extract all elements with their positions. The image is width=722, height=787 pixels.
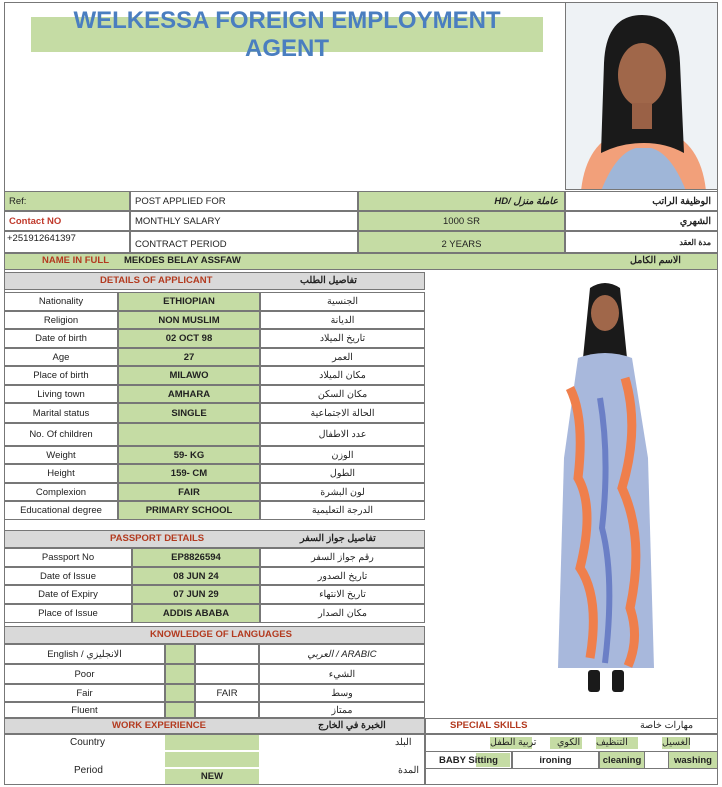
page-title: WELKESSA FOREIGN EMPLOYMENT AGENT [31, 17, 543, 52]
details-ar: مكان السكن [260, 385, 425, 403]
details-value: 59- KG [118, 446, 260, 464]
details-value: SINGLE [118, 403, 260, 423]
details-label: Complexion [4, 483, 118, 501]
passport-value: ADDIS ABABA [132, 604, 260, 623]
details-value: FAIR [118, 483, 260, 501]
passport-value: EP8826594 [132, 548, 260, 567]
skill-ar-cleaning: التنظيف [596, 737, 628, 748]
passport-value: 07 JUN 29 [132, 585, 260, 604]
details-ar: عدد الاطفال [260, 423, 425, 446]
details-label: No. Of children [4, 423, 118, 446]
passport-ar: تاريخ الانتهاء [260, 585, 425, 604]
post-value: HD/ عاملة منزل [358, 191, 565, 211]
country-cell [165, 735, 259, 750]
work-title-ar: الخبرة في الخارج [318, 720, 386, 731]
details-ar: الجنسية [260, 292, 425, 311]
skill-ar-washing: الغسيل [662, 737, 691, 748]
salary-label: MONTHLY SALARY [130, 211, 358, 231]
country-label: Country [70, 737, 106, 748]
details-ar: مكان الميلاد [260, 366, 425, 385]
passport-ar: رقم جواز السفر [260, 548, 425, 567]
new-value: NEW [165, 769, 259, 784]
fair-label: Fair [4, 684, 165, 702]
arabic-label: العربي / ARABIC [259, 644, 425, 664]
fluent-value-cell [195, 702, 259, 718]
passport-title-ar: تفاصيل جواز السفر [300, 533, 376, 544]
poor-ar: الشيء [259, 664, 425, 684]
period-value: 2 YEARS [358, 231, 565, 253]
passport-ar: مكان الصدار [260, 604, 425, 623]
ref-label: Ref: [4, 191, 130, 211]
details-label: Weight [4, 446, 118, 464]
skill-ar-ironing: الكوي [557, 737, 581, 748]
details-title-ar: تفاصيل الطلب [300, 275, 357, 286]
skill-washing: washing [668, 751, 718, 769]
salary-ar: الشهري [565, 211, 718, 231]
skills-title: SPECIAL SKILLS [450, 720, 528, 731]
details-value: 27 [118, 348, 260, 366]
details-value [118, 423, 260, 446]
poor-cell [165, 664, 195, 684]
details-ar: الوزن [260, 446, 425, 464]
details-label: Educational degree [4, 501, 118, 520]
fluent-ar: ممتاز [259, 702, 425, 718]
details-header [4, 272, 425, 290]
details-ar: الدرجة التعليمية [260, 501, 425, 520]
poor-ar-cell [195, 664, 259, 684]
details-value: 02 OCT 98 [118, 329, 260, 348]
details-value: NON MUSLIM [118, 311, 260, 329]
name-label: NAME IN FULL [42, 255, 110, 266]
work-title: WORK EXPERIENCE [112, 720, 206, 731]
english-cell [165, 644, 195, 664]
details-label: Age [4, 348, 118, 366]
country-ar: البلد [395, 737, 412, 748]
details-ar: الديانة [260, 311, 425, 329]
details-ar: الطول [260, 464, 425, 483]
period-ar-work: المدة [398, 765, 419, 776]
period-label-work: Period [74, 765, 103, 776]
name-ar: الاسم الكامل [630, 255, 681, 266]
details-value: 159- CM [118, 464, 260, 483]
details-title: DETAILS OF APPLICANT [100, 275, 213, 286]
details-value: MILAWO [118, 366, 260, 385]
skills-title-ar: مهارات خاصة [640, 720, 694, 731]
skill-ironing: ironing [512, 751, 599, 769]
period-cell [165, 752, 259, 767]
english-label: English / الانجليزي [4, 644, 165, 664]
languages-title: KNOWLEDGE OF LANGUAGES [150, 629, 292, 640]
skill-ar-baby: تربية الطفل [490, 737, 537, 748]
head-photo [565, 2, 718, 190]
portrait-image [566, 3, 718, 190]
passport-label: Date of Expiry [4, 585, 132, 604]
passport-label: Date of Issue [4, 567, 132, 585]
full-body-image [550, 278, 660, 698]
passport-value: 08 JUN 24 [132, 567, 260, 585]
name-row [4, 253, 718, 270]
lang-cell [195, 644, 259, 664]
name-value: MEKDES BELAY ASSFAW [124, 255, 241, 266]
skill-baby: BABY Sitting [439, 754, 498, 766]
period-label: CONTRACT PERIOD [130, 231, 358, 253]
details-label: Marital status [4, 403, 118, 423]
details-label: Living town [4, 385, 118, 403]
details-label: Nationality [4, 292, 118, 311]
fair-ar: وسط [259, 684, 425, 702]
details-ar: لون البشرة [260, 483, 425, 501]
details-label: Date of birth [4, 329, 118, 348]
details-ar: تاريخ الميلاد [260, 329, 425, 348]
details-label: Religion [4, 311, 118, 329]
phone-number: +251912641397 [4, 231, 130, 253]
details-value: ETHIOPIAN [118, 292, 260, 311]
passport-title: PASSPORT DETAILS [110, 533, 205, 544]
poor-label: Poor [4, 664, 165, 684]
details-label: Place of birth [4, 366, 118, 385]
details-label: Height [4, 464, 118, 483]
details-value: AMHARA [118, 385, 260, 403]
fluent-label: Fluent [4, 702, 165, 718]
skill-cleaning: cleaning [599, 751, 645, 769]
fair-cell [165, 684, 195, 702]
details-value: PRIMARY SCHOOL [118, 501, 260, 520]
passport-label: Place of Issue [4, 604, 132, 623]
post-label: POST APPLIED FOR [130, 191, 358, 211]
details-ar: الحالة الاجتماعية [260, 403, 425, 423]
period-ar: مدة العقد [565, 231, 718, 253]
passport-ar: تاريخ الصدور [260, 567, 425, 585]
salary-value: 1000 SR [358, 211, 565, 231]
passport-label: Passport No [4, 548, 132, 567]
full-body-photo [550, 278, 660, 698]
contact-label: Contact NO [4, 211, 130, 231]
details-ar: العمر [260, 348, 425, 366]
fluent-cell [165, 702, 195, 718]
fair-value: FAIR [195, 684, 259, 702]
post-ar: الوظيفة الراتب [565, 191, 718, 211]
